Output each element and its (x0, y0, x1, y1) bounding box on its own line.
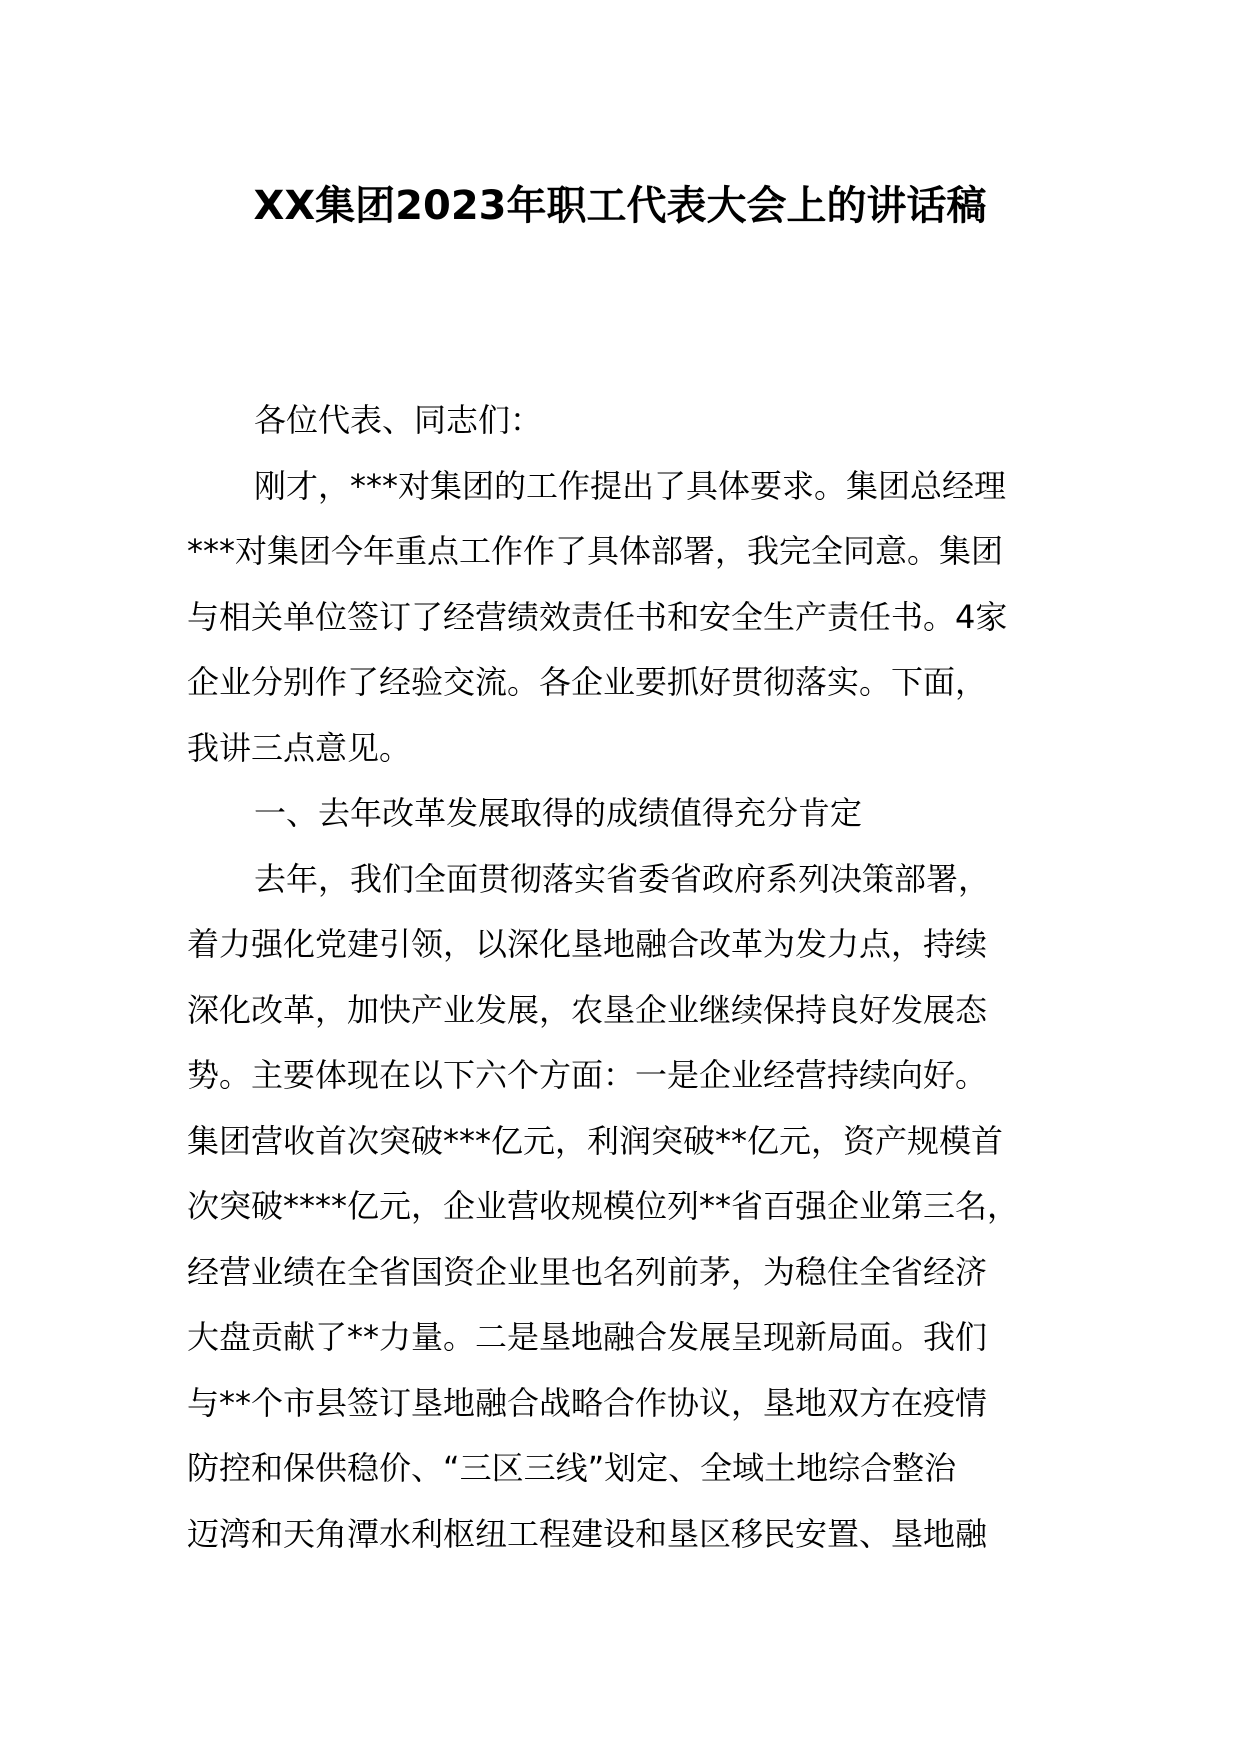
paragraph-line: 防控和保供稳价、“三区三线”划定、全域土地综合整治 (187, 1449, 957, 1487)
document-title: XX集团2023年职工代表大会上的讲话稿 (253, 183, 987, 229)
paragraph-line: 着力强化党建引领，以深化垦地融合改革为发力点，持续 (187, 925, 988, 963)
paragraph-line: 深化改革，加快产业发展，农垦企业继续保持良好发展态 (187, 990, 988, 1029)
paragraph-line: 我讲三点意见。 (187, 728, 412, 767)
paragraph-line: 企业分别作了经验交流。各企业要抓好贯彻落实。下面， (187, 663, 988, 701)
document-body (187, 388, 1057, 1567)
paragraph-line: 迈湾和天角潭水利枢纽工程建设和垦区移民安置、垦地融 (187, 1514, 988, 1553)
paragraph-line: ***对集团今年重点工作作了具体部署，我完全同意。集团 (187, 532, 1004, 570)
section-heading: 一、去年改革发展取得的成绩值得充分肯定 (254, 794, 863, 832)
paragraph-line: 刚才，***对集团的工作提出了具体要求。集团总经理 (254, 466, 1007, 505)
paragraph-line: 次突破****亿元，企业营收规模位列**省百强企业第三名， (187, 1187, 1020, 1225)
paragraph-line: 集团营收首次突破***亿元，利润突破**亿元，资产规模首 (187, 1121, 1004, 1160)
paragraph-line: 势。主要体现在以下六个方面：一是企业经营持续向好。 (187, 1056, 988, 1094)
paragraph-line: 去年，我们全面贯彻落实省委省政府系列决策部署， (254, 859, 991, 898)
paragraph-line: 大盘贡献了**力量。二是垦地融合发展呈现新局面。我们 (187, 1318, 988, 1356)
paragraph-line: 与相关单位签订了经营绩效责任书和安全生产责任书。4家 (187, 597, 1008, 636)
salutation: 各位代表、同志们： (254, 401, 543, 439)
paragraph-line: 与**个市县签订垦地融合战略合作协议，垦地双方在疫情 (187, 1383, 988, 1422)
paragraph-line: 经营业绩在全省国资企业里也名列前茅，为稳住全省经济 (187, 1252, 988, 1291)
